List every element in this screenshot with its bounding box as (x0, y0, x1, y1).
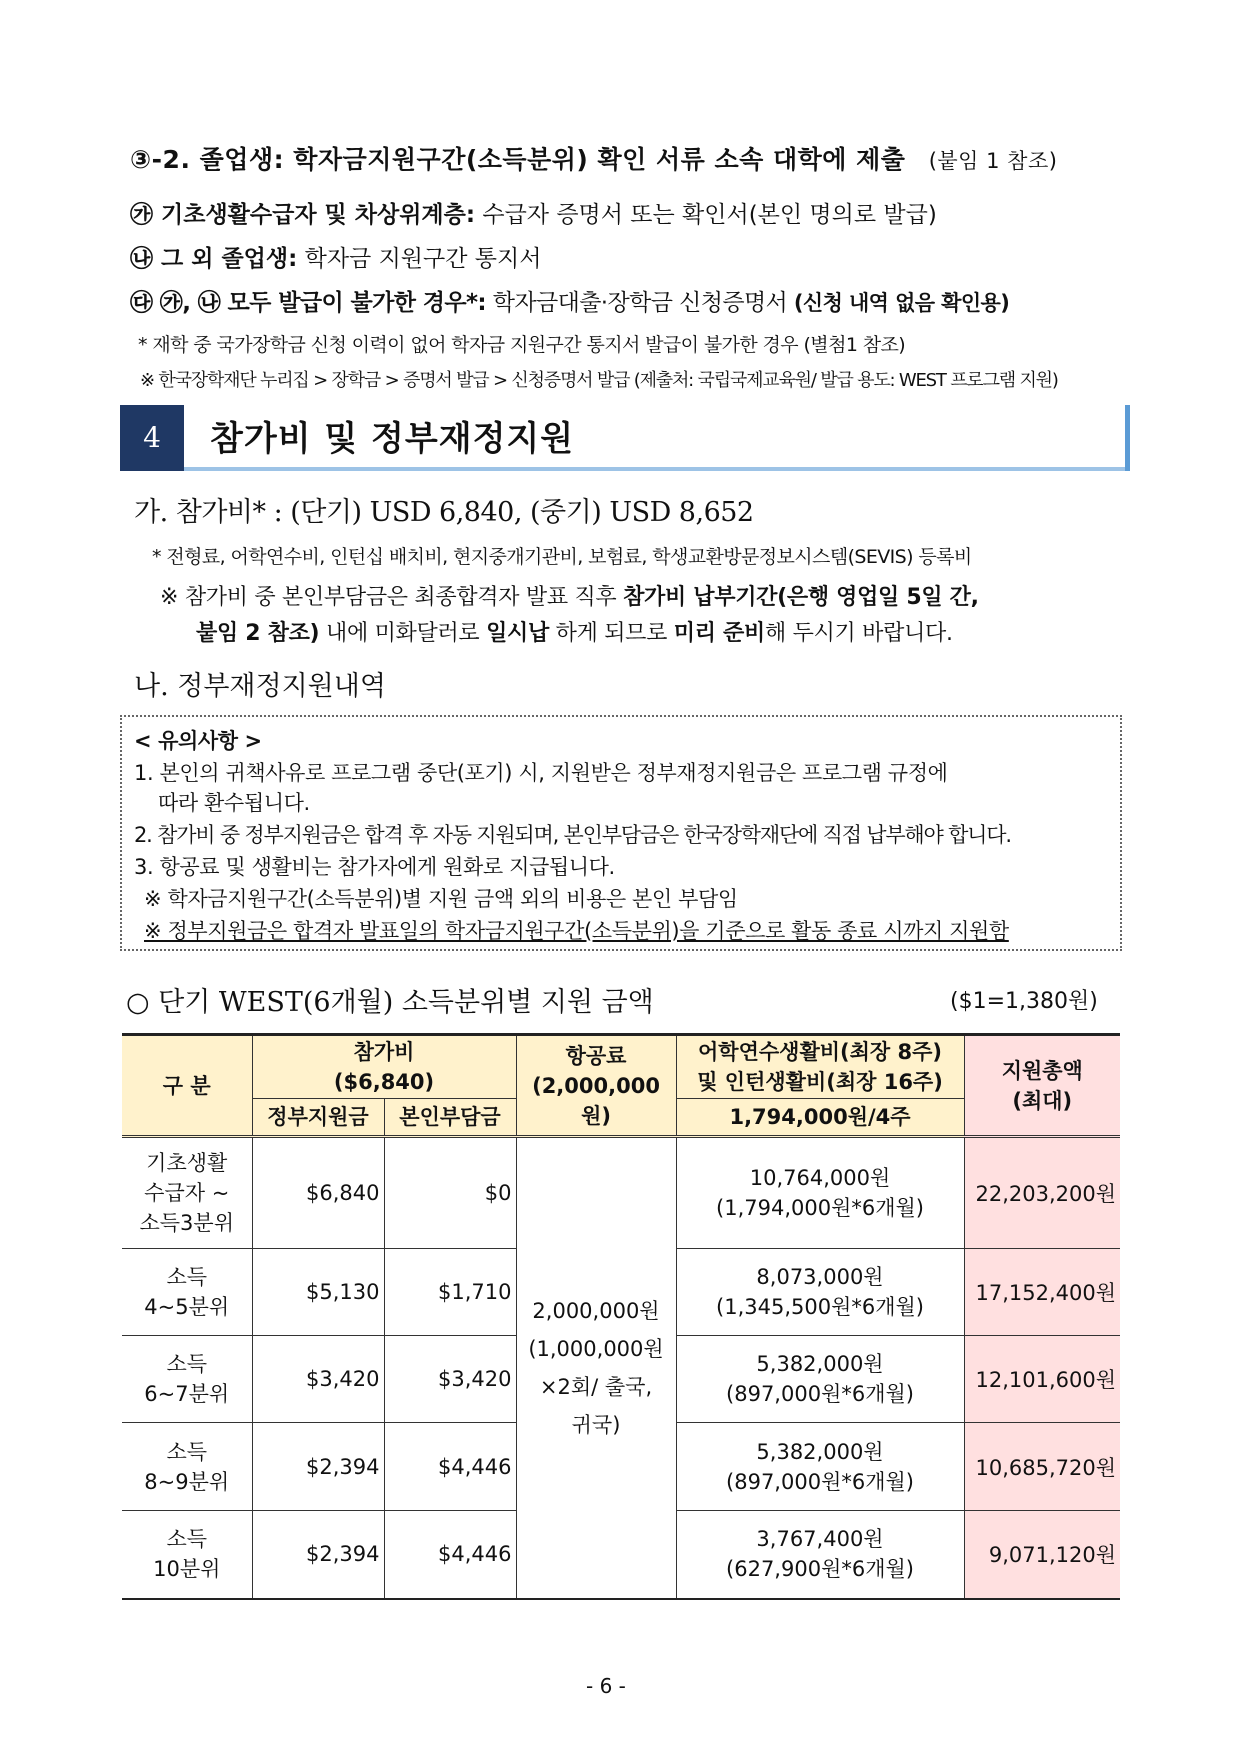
row-living-calc: (1,345,500원*6개월) (716, 1295, 924, 1319)
section3-note-star: * 재학 중 국가장학금 신청 이력이 없어 학자금 지원구간 통지서 발급이 불가한 경우 (별첨1 참조) (138, 334, 906, 356)
row-living-calc: (897,000원*6개월) (726, 1382, 914, 1406)
row-total: 22,203,200원 (964, 1137, 1120, 1249)
row-category-line1: 기초생활 (146, 1151, 228, 1175)
header-fee (252, 1035, 516, 1099)
header-fee-label: 참가비 (353, 1040, 415, 1064)
row-living-amount: 5,382,000원 (756, 1439, 884, 1464)
row-self: $0 (384, 1137, 516, 1249)
row-total: 9,071,120원 (964, 1511, 1120, 1599)
fee-note2-text-b: 하게 되므로 (555, 621, 668, 646)
fee-note-star: * 전형료, 어학연수비, 인턴십 배치비, 현지중개기관비, 보험료, 학생교환방문정보시스템(SEVIS) 등록비 (152, 546, 972, 568)
item-da-text: 학자금대출·장학금 신청증명서 (492, 290, 788, 316)
item-ga-text: 수급자 증명서 또는 확인서(본인 명의로 발급) (482, 202, 937, 228)
section3-heading-main: ③-2. 졸업생: 학자금지원구간(소득분위) 확인 서류 소속 대학에 제출 (130, 145, 906, 174)
header-airfare-label: 항공료 (565, 1043, 627, 1068)
section4-title: 참가비 및 정부재정지원 (210, 419, 575, 459)
item-da-label: ㉰ ㉮, ㉯ 모두 발급이 불가한 경우*: (130, 290, 486, 316)
notice-title: < 유의사항 > (134, 729, 262, 753)
header-gov: 정부지원금 (252, 1099, 384, 1137)
row-living (676, 1511, 964, 1599)
item-da (130, 284, 1009, 317)
header-living-sub: 1,794,000원/4주 (676, 1099, 964, 1137)
row-category (122, 1423, 252, 1511)
row-living (676, 1249, 964, 1336)
row-gov: $3,420 (252, 1336, 384, 1423)
header-total-label: 지원총액 (1001, 1058, 1083, 1083)
support-table (122, 1033, 1120, 1600)
row-living-amount: 3,767,400원 (756, 1527, 884, 1552)
row-category-line2: 8~9분위 (144, 1469, 230, 1494)
row-gov: $5,130 (252, 1249, 384, 1336)
row-gov: $6,840 (252, 1137, 384, 1249)
row-total: 12,101,600원 (964, 1336, 1120, 1423)
section3-heading (130, 140, 1057, 176)
fee-note1-text: ※ 참가비 중 본인부담금은 최종합격자 발표 직후 (160, 585, 617, 610)
row-category (122, 1137, 252, 1249)
table-row (122, 1137, 1120, 1249)
header-category: 구 분 (122, 1035, 252, 1137)
fee-note2-bold2: 일시납 (486, 621, 549, 646)
fee-note1-bold: 참가비 납부기간(은행 영업일 5일 간, (623, 585, 979, 610)
fee-heading: 가. 참가비* : (단기) USD 6,840, (중기) USD 8,652 (134, 497, 754, 528)
notice-item2: 2. 참가비 중 정부지원금은 합격 후 자동 지원되며, 본인부담금은 한국장학재단에 직접 납부해야 합니다. (134, 823, 1011, 847)
fee-note2-bold3: 미리 준비 (673, 621, 765, 646)
item-na-label: ㉯ 그 외 졸업생: (130, 246, 298, 272)
header-living-label: 어학연수생활비(최장 8주) (698, 1040, 942, 1064)
row-living-amount: 10,764,000원 (749, 1166, 891, 1190)
row-total: 17,152,400원 (964, 1249, 1120, 1336)
row-category-line2: 10분위 (153, 1557, 221, 1582)
section4-header (120, 405, 1130, 471)
header-airfare-sub: (2,000,000원) (532, 1073, 660, 1128)
fee-note2-bold: 붙임 2 참조) (196, 621, 320, 646)
header-total (964, 1035, 1120, 1137)
row-category-line2: 6~7분위 (144, 1382, 230, 1406)
section4-underline (184, 467, 1130, 471)
notice-item1-a: 1. 본인의 귀책사유로 프로그램 중단(포기) 시, 지원받은 정부재정지원금은 프로그램 규정에 (134, 761, 948, 785)
section4-right-bar (1125, 405, 1130, 471)
notice-item1-b: 따라 환수됩니다. (158, 791, 310, 815)
row-category (122, 1336, 252, 1423)
row-category-line2: 수급자 ~ (144, 1181, 230, 1205)
notice-box (120, 715, 1122, 951)
row-category-line2: 4~5분위 (144, 1295, 230, 1319)
row-living-calc: (1,794,000원*6개월) (716, 1196, 924, 1220)
fee-note2-text-a: 내에 미화달러로 (326, 621, 480, 646)
row-gov: $2,394 (252, 1511, 384, 1599)
row-living-amount: 5,382,000원 (756, 1352, 884, 1376)
fee-note2-text-c: 해 두시기 바랍니다. (764, 621, 953, 646)
header-total-sub: (최대) (1012, 1088, 1073, 1113)
row-living (676, 1137, 964, 1249)
notice-ref2: ※ 정부지원금은 합격자 발표일의 학자금지원구간(소득분위)을 기준으로 활동 종료 시까지 지원함 (144, 919, 1009, 943)
header-airfare (516, 1035, 676, 1137)
airfare-line2: (1,000,000원 (528, 1336, 664, 1361)
row-gov: $2,394 (252, 1423, 384, 1511)
row-self: $3,420 (384, 1336, 516, 1423)
section3-note-ref: ※ 한국장학재단 누리집 > 장학금 > 증명서 발급 > 신청증명서 발급 (제출처: 국립국제교육원/ 발급 용도: WEST 프로그램 지원) (140, 370, 1058, 391)
page-number: - 6 - (586, 1674, 626, 1698)
airfare-line4: 귀국) (571, 1412, 621, 1437)
section4-number: 4 (120, 405, 184, 471)
row-living-calc: (627,900원*6개월) (726, 1557, 914, 1582)
item-na-text: 학자금 지원구간 통지서 (304, 246, 542, 272)
row-airfare-merged (516, 1137, 676, 1599)
row-living-amount: 8,073,000원 (756, 1265, 884, 1289)
row-self: $4,446 (384, 1511, 516, 1599)
row-living-calc: (897,000원*6개월) (726, 1469, 914, 1494)
header-self: 본인부담금 (384, 1099, 516, 1137)
item-da-bold: (신청 내역 없음 확인용) (793, 291, 1010, 315)
row-category-line1: 소득 (166, 1527, 208, 1552)
fee-note-line2 (196, 616, 953, 647)
row-self: $4,446 (384, 1423, 516, 1511)
airfare-line3: ×2회/ 출국, (539, 1374, 653, 1399)
support-heading: 나. 정부재정지원내역 (134, 671, 386, 702)
section3-heading-note: (붙임 1 참조) (928, 149, 1058, 173)
header-living (676, 1035, 964, 1099)
row-category (122, 1249, 252, 1336)
item-ga-label: ㉮ 기초생활수급자 및 차상위계층: (130, 202, 476, 228)
table-heading: ○ 단기 WEST(6개월) 소득분위별 지원 금액 (126, 987, 654, 1018)
exchange-rate: ($1=1,380원) (950, 989, 1098, 1014)
header-living-label2: 및 인턴생활비(최장 16주) (697, 1070, 943, 1094)
row-category-line1: 소득 (166, 1352, 208, 1376)
item-ga (130, 196, 937, 229)
row-category-line1: 소득 (166, 1439, 208, 1464)
header-fee-sub: ($6,840) (333, 1070, 435, 1094)
item-na (130, 240, 541, 273)
row-self: $1,710 (384, 1249, 516, 1336)
row-living (676, 1336, 964, 1423)
row-category (122, 1511, 252, 1599)
row-living (676, 1423, 964, 1511)
row-category-line1: 소득 (166, 1265, 208, 1289)
row-total: 10,685,720원 (964, 1423, 1120, 1511)
fee-note-line1 (160, 580, 979, 611)
row-category-line3: 소득3분위 (139, 1211, 234, 1235)
airfare-line1: 2,000,000원 (532, 1298, 660, 1323)
notice-item3: 3. 항공료 및 생활비는 참가자에게 원화로 지급됩니다. (134, 855, 615, 879)
table-header-row1 (122, 1035, 1120, 1099)
notice-ref1: ※ 학자금지원구간(소득분위)별 지원 금액 외의 비용은 본인 부담임 (144, 887, 738, 911)
